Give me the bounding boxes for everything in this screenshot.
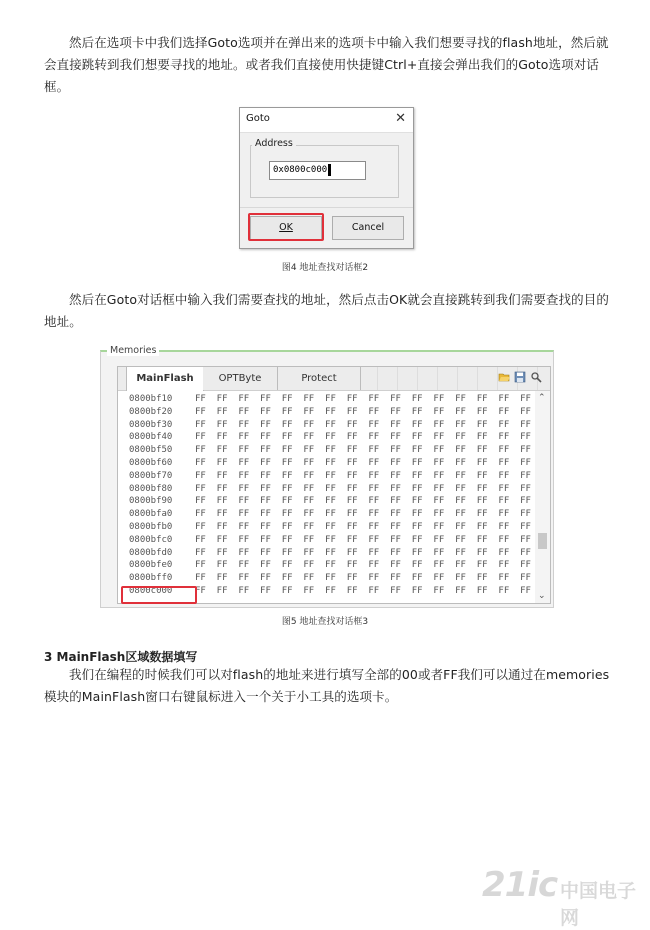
row-address: 0800c000 xyxy=(129,585,173,596)
row-bytes: FF FF FF FF FF FF FF FF FF FF FF FF FF FF FF FF xyxy=(195,509,531,520)
row-bytes: FF FF FF FF FF FF FF FF FF FF FF FF FF FF FF FF xyxy=(195,394,531,404)
search-icon[interactable] xyxy=(530,371,542,383)
row-address: 0800bf50 xyxy=(129,445,173,456)
row-bytes: FF FF FF FF FF FF FF FF FF FF FF FF FF FF FF FF xyxy=(195,470,531,481)
row-address: 0800bfa0 xyxy=(129,509,173,520)
address-group-label: Address xyxy=(252,138,296,149)
row-address: 0800bfd0 xyxy=(129,547,173,558)
site-watermark: 21ic xyxy=(482,865,558,905)
table-row xyxy=(118,547,532,560)
row-bytes: FF FF FF FF FF FF FF FF FF FF FF FF FF FF FF FF xyxy=(195,585,531,596)
row-address: 0800bf60 xyxy=(129,457,173,468)
scroll-down-icon[interactable]: ⌄ xyxy=(538,591,546,601)
scroll-up-icon[interactable]: ⌃ xyxy=(538,393,546,403)
row-bytes: FF FF FF FF FF FF FF FF FF FF FF FF FF FF FF FF xyxy=(195,419,531,430)
section-heading: 3 MainFlash区域数据填写 xyxy=(44,650,198,664)
paragraph-mainflash: 我们在编程的时候我们可以对flash的地址来进行填写全部的00或者FF我们可以通过在memories模块的MainFlash窗口右键鼠标进入一个关于小工具的选项卡。 xyxy=(44,667,610,704)
row-bytes: FF FF FF FF FF FF FF FF FF FF FF FF FF FF FF FF xyxy=(195,483,531,494)
cancel-button-label: Cancel xyxy=(351,222,385,233)
paragraph-intro: 然后在选项卡中我们选择Goto选项并在弹出来的选项卡中输入我们想要寻找的flash地址，然后就会直接跳转到我们想要寻找的地址。或者我们直接使用快捷键Ctrl+直接会弹出我们的Goto选项对话框。 xyxy=(44,35,609,94)
row-bytes: FF FF FF FF FF FF FF FF FF FF FF FF FF FF FF FF xyxy=(195,406,531,417)
dialog-separator xyxy=(240,207,413,208)
tab-optbyte[interactable]: OPTByte xyxy=(203,367,278,390)
table-row xyxy=(118,444,532,457)
tab-bar xyxy=(118,367,550,391)
row-address: 0800bf30 xyxy=(129,419,173,430)
row-address: 0800bfb0 xyxy=(129,521,173,532)
table-row xyxy=(118,457,532,470)
toolbar-icons xyxy=(498,371,542,383)
row-address: 0800bf90 xyxy=(129,496,173,507)
table-row xyxy=(118,559,532,572)
row-address: 0800bf40 xyxy=(129,432,173,443)
table-row xyxy=(118,406,532,419)
row-address: 0800bf80 xyxy=(129,483,173,494)
dialog-titlebar xyxy=(240,108,413,133)
table-row xyxy=(118,393,532,406)
table-row xyxy=(118,572,532,585)
row-bytes: FF FF FF FF FF FF FF FF FF FF FF FF FF FF FF FF xyxy=(195,534,531,545)
row-address: 0800bf70 xyxy=(129,470,173,481)
address-highlight-box xyxy=(121,586,197,604)
row-bytes: FF FF FF FF FF FF FF FF FF FF FF FF FF FF FF FF xyxy=(195,457,531,468)
table-row xyxy=(118,483,532,496)
ok-highlight-box xyxy=(248,213,324,241)
row-address: 0800bf10 xyxy=(129,394,173,404)
tab-protect[interactable]: Protect xyxy=(278,367,361,390)
row-bytes: FF FF FF FF FF FF FF FF FF FF FF FF FF FF FF FF xyxy=(195,521,531,532)
table-row xyxy=(118,534,532,547)
site-watermark-cn: 中国电子网 xyxy=(560,880,637,929)
table-row xyxy=(118,495,532,508)
address-input[interactable] xyxy=(269,161,366,180)
memories-group-label: Memories xyxy=(107,345,159,356)
paragraph-goto: 然后在Goto对话框中输入我们需要查找的地址，然后点击OK就会直接跳转到我们需要查找的目的地址。 xyxy=(44,292,609,329)
scroll-thumb[interactable] xyxy=(538,533,547,549)
row-address: 0800bf20 xyxy=(129,406,173,417)
goto-dialog xyxy=(239,107,414,249)
address-input-value: 0x0800c000 xyxy=(273,165,328,175)
table-row xyxy=(118,521,532,534)
row-address: 0800bfc0 xyxy=(129,534,173,545)
text-caret xyxy=(328,164,331,176)
row-bytes: FF FF FF FF FF FF FF FF FF FF FF FF FF FF FF FF xyxy=(195,496,531,507)
cancel-button[interactable] xyxy=(332,216,404,240)
row-address: 0800bff0 xyxy=(129,573,173,584)
row-address: 0800bfe0 xyxy=(129,560,173,571)
tab-mainflash[interactable]: MainFlash xyxy=(126,367,204,391)
dialog-title: Goto xyxy=(246,113,270,124)
row-bytes: FF FF FF FF FF FF FF FF FF FF FF FF FF FF FF FF xyxy=(195,445,531,456)
ok-button-label: OK xyxy=(279,222,293,233)
table-row xyxy=(118,419,532,432)
memory-rows xyxy=(118,393,532,601)
table-row xyxy=(118,508,532,521)
memories-inner xyxy=(117,366,551,604)
table-row xyxy=(118,431,532,444)
save-icon[interactable] xyxy=(514,371,526,383)
memories-panel xyxy=(100,350,554,608)
open-folder-icon[interactable] xyxy=(498,371,510,383)
row-bytes: FF FF FF FF FF FF FF FF FF FF FF FF FF FF FF FF xyxy=(195,560,531,571)
row-bytes: FF FF FF FF FF FF FF FF FF FF FF FF FF FF FF FF xyxy=(195,547,531,558)
row-bytes: FF FF FF FF FF FF FF FF FF FF FF FF FF FF FF FF xyxy=(195,573,531,584)
close-icon[interactable]: ✕ xyxy=(395,111,406,126)
table-row xyxy=(118,470,532,483)
vertical-scrollbar[interactable] xyxy=(535,391,550,603)
row-bytes: FF FF FF FF FF FF FF FF FF FF FF FF FF FF FF FF xyxy=(195,432,531,443)
figure-caption-4: 图4 地址查找对话框2 xyxy=(281,263,369,273)
figure-caption-5: 图5 地址查找对话框3 xyxy=(281,617,369,627)
